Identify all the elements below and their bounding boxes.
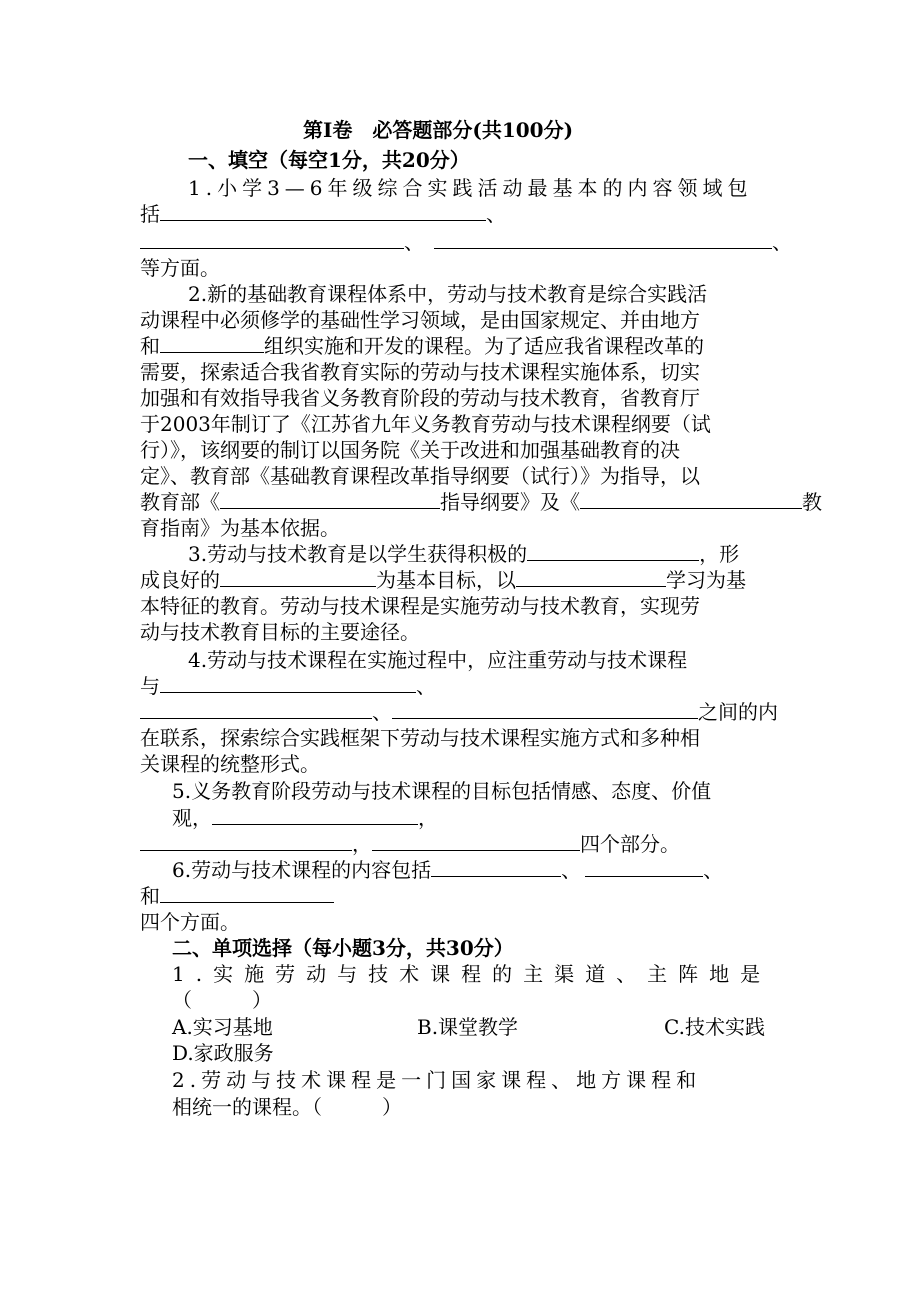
q4-text: 、 bbox=[416, 674, 436, 698]
q2-line9 bbox=[140, 489, 822, 515]
q4-line4: 在联系，探索综合实践框架下劳动与技术课程实施方式和多种相 bbox=[140, 726, 700, 750]
mc1-option-c[interactable]: C.技术实践 bbox=[664, 1015, 765, 1039]
q4-line5: 关课程的统整形式。 bbox=[140, 752, 320, 776]
q4-line1: 4.劳动与技术课程在实施过程中，应注重劳动与技术课程 bbox=[188, 648, 688, 672]
q2-blank-3[interactable] bbox=[580, 489, 802, 509]
q4-text: 之间的内 bbox=[698, 700, 778, 724]
section2-heading: 二、单项选择（每小题3分，共30分） bbox=[172, 936, 514, 960]
q1-sep: 、 bbox=[404, 230, 424, 254]
q2-line8: 定》、教育部《基础教育课程改革指导纲要（试行）》为指导，以 bbox=[140, 464, 700, 488]
q3-text: 3.劳动与技术教育是以学生获得积极的 bbox=[188, 542, 528, 566]
q2-text: 和 bbox=[140, 334, 160, 358]
q3-line3: 本特征的教育。劳动与技术课程是实施劳动与技术教育，实现劳 bbox=[140, 594, 700, 618]
q2-line3 bbox=[140, 333, 704, 359]
mc1-option-a[interactable]: A.实习基地 bbox=[172, 1015, 273, 1039]
q5-text: 四个部分。 bbox=[580, 832, 680, 856]
q1-line4: 等方面。 bbox=[140, 256, 220, 280]
q6-text: 6.劳动与技术课程的内容包括 bbox=[172, 858, 432, 882]
q2-line6: 于2003年制订了《江苏省九年义务教育劳动与技术课程纲要（试 bbox=[140, 412, 711, 436]
q6-blank-2[interactable] bbox=[585, 857, 703, 877]
q1-sep: 、 bbox=[772, 230, 792, 254]
q4-line2 bbox=[140, 673, 436, 699]
mc2-line2: 相统一的课程。（ ） bbox=[172, 1095, 402, 1119]
q4-blank-2[interactable] bbox=[140, 699, 372, 719]
q5-blank-3[interactable] bbox=[372, 831, 580, 851]
q5-blank-1[interactable] bbox=[212, 805, 418, 825]
q3-blank-3[interactable] bbox=[516, 567, 666, 587]
q3-text: 成良好的 bbox=[140, 568, 220, 592]
mc1-stem: 1.实施劳动与技术课程的主渠道、主阵地是 bbox=[172, 962, 772, 986]
mc1-answer-paren: （ ） bbox=[172, 988, 272, 1012]
q1-sep: 、 bbox=[486, 202, 506, 226]
q1-line2 bbox=[140, 201, 506, 227]
q4-blank-3[interactable] bbox=[392, 699, 698, 719]
q6-blank-3[interactable] bbox=[160, 883, 334, 903]
q5-line3 bbox=[140, 831, 680, 857]
q4-text: 、 bbox=[372, 700, 392, 724]
q6-text: 、 bbox=[561, 858, 582, 882]
q5-text: ， bbox=[418, 806, 438, 830]
q1-line3 bbox=[140, 229, 792, 255]
q2-text: 教育部《 bbox=[140, 490, 220, 514]
q3-text: ，形 bbox=[699, 542, 740, 566]
mc1-option-b[interactable]: B.课堂教学 bbox=[417, 1015, 519, 1039]
mc2-line1: 2.劳动与技术课程是一门国家课程、地方课程和 bbox=[172, 1068, 702, 1092]
mc1-option-d[interactable]: D.家政服务 bbox=[172, 1041, 274, 1065]
q1-line1: 1.小学3—6年级综合实践活动最基本的内容领域包 bbox=[188, 176, 753, 200]
q2-line1: 2.新的基础教育课程体系中，劳动与技术教育是综合实践活 bbox=[188, 282, 708, 306]
section1-heading: 一、填空（每空1分，共20分） bbox=[188, 148, 470, 172]
q6-line2 bbox=[140, 883, 334, 909]
q2-text: 指导纲要》及《 bbox=[440, 490, 580, 514]
q2-line7: 行）》，该纲要的制订以国务院《关于改进和加强基础教育的决 bbox=[140, 438, 680, 462]
q2-line10: 育指南》为基本依据。 bbox=[140, 516, 340, 540]
q2-text: 教 bbox=[802, 490, 822, 514]
q3-blank-2[interactable] bbox=[220, 567, 376, 587]
q1-text: 括 bbox=[140, 202, 160, 226]
q6-text: 、 bbox=[703, 858, 724, 882]
q2-line2: 动课程中必须修学的基础性学习领域，是由国家规定、并由地方 bbox=[140, 308, 700, 332]
q2-line5: 加强和有效指导我省义务教育阶段的劳动与技术教育，省教育厅 bbox=[140, 386, 700, 410]
page-title: 第Ⅰ卷 必答题部分(共100分) bbox=[303, 118, 574, 142]
q6-text: 和 bbox=[140, 884, 160, 908]
q2-blank-1[interactable] bbox=[160, 333, 264, 353]
q1-blank-1[interactable] bbox=[160, 201, 486, 221]
q5-blank-2[interactable] bbox=[140, 831, 352, 851]
q2-line4: 需要，探索适合我省教育实际的劳动与技术课程实施体系，切实 bbox=[140, 360, 700, 384]
q2-text: 组织实施和开发的课程。为了适应我省课程改革的 bbox=[264, 334, 704, 358]
q5-text: ， bbox=[352, 832, 372, 856]
q3-line1 bbox=[188, 541, 739, 567]
q5-line1: 5.义务教育阶段劳动与技术课程的目标包括情感、态度、价值 bbox=[172, 779, 712, 803]
q5-line2 bbox=[172, 805, 438, 831]
q3-blank-1[interactable] bbox=[527, 541, 699, 561]
q3-text: 为基本目标，以 bbox=[376, 568, 516, 592]
q6-blank-1[interactable] bbox=[431, 857, 561, 877]
q3-line2 bbox=[140, 567, 746, 593]
q3-line4: 动与技术教育目标的主要途径。 bbox=[140, 620, 420, 644]
q6-line1 bbox=[172, 857, 723, 883]
q6-line3: 四个方面。 bbox=[140, 910, 240, 934]
q1-blank-3[interactable] bbox=[434, 229, 772, 249]
q2-blank-2[interactable] bbox=[220, 489, 440, 509]
q5-text: 观， bbox=[172, 806, 212, 830]
q4-blank-1[interactable] bbox=[160, 673, 416, 693]
q1-blank-2[interactable] bbox=[140, 229, 404, 249]
q4-text: 与 bbox=[140, 674, 160, 698]
q3-text: 学习为基 bbox=[666, 568, 746, 592]
q4-line3 bbox=[140, 699, 778, 725]
